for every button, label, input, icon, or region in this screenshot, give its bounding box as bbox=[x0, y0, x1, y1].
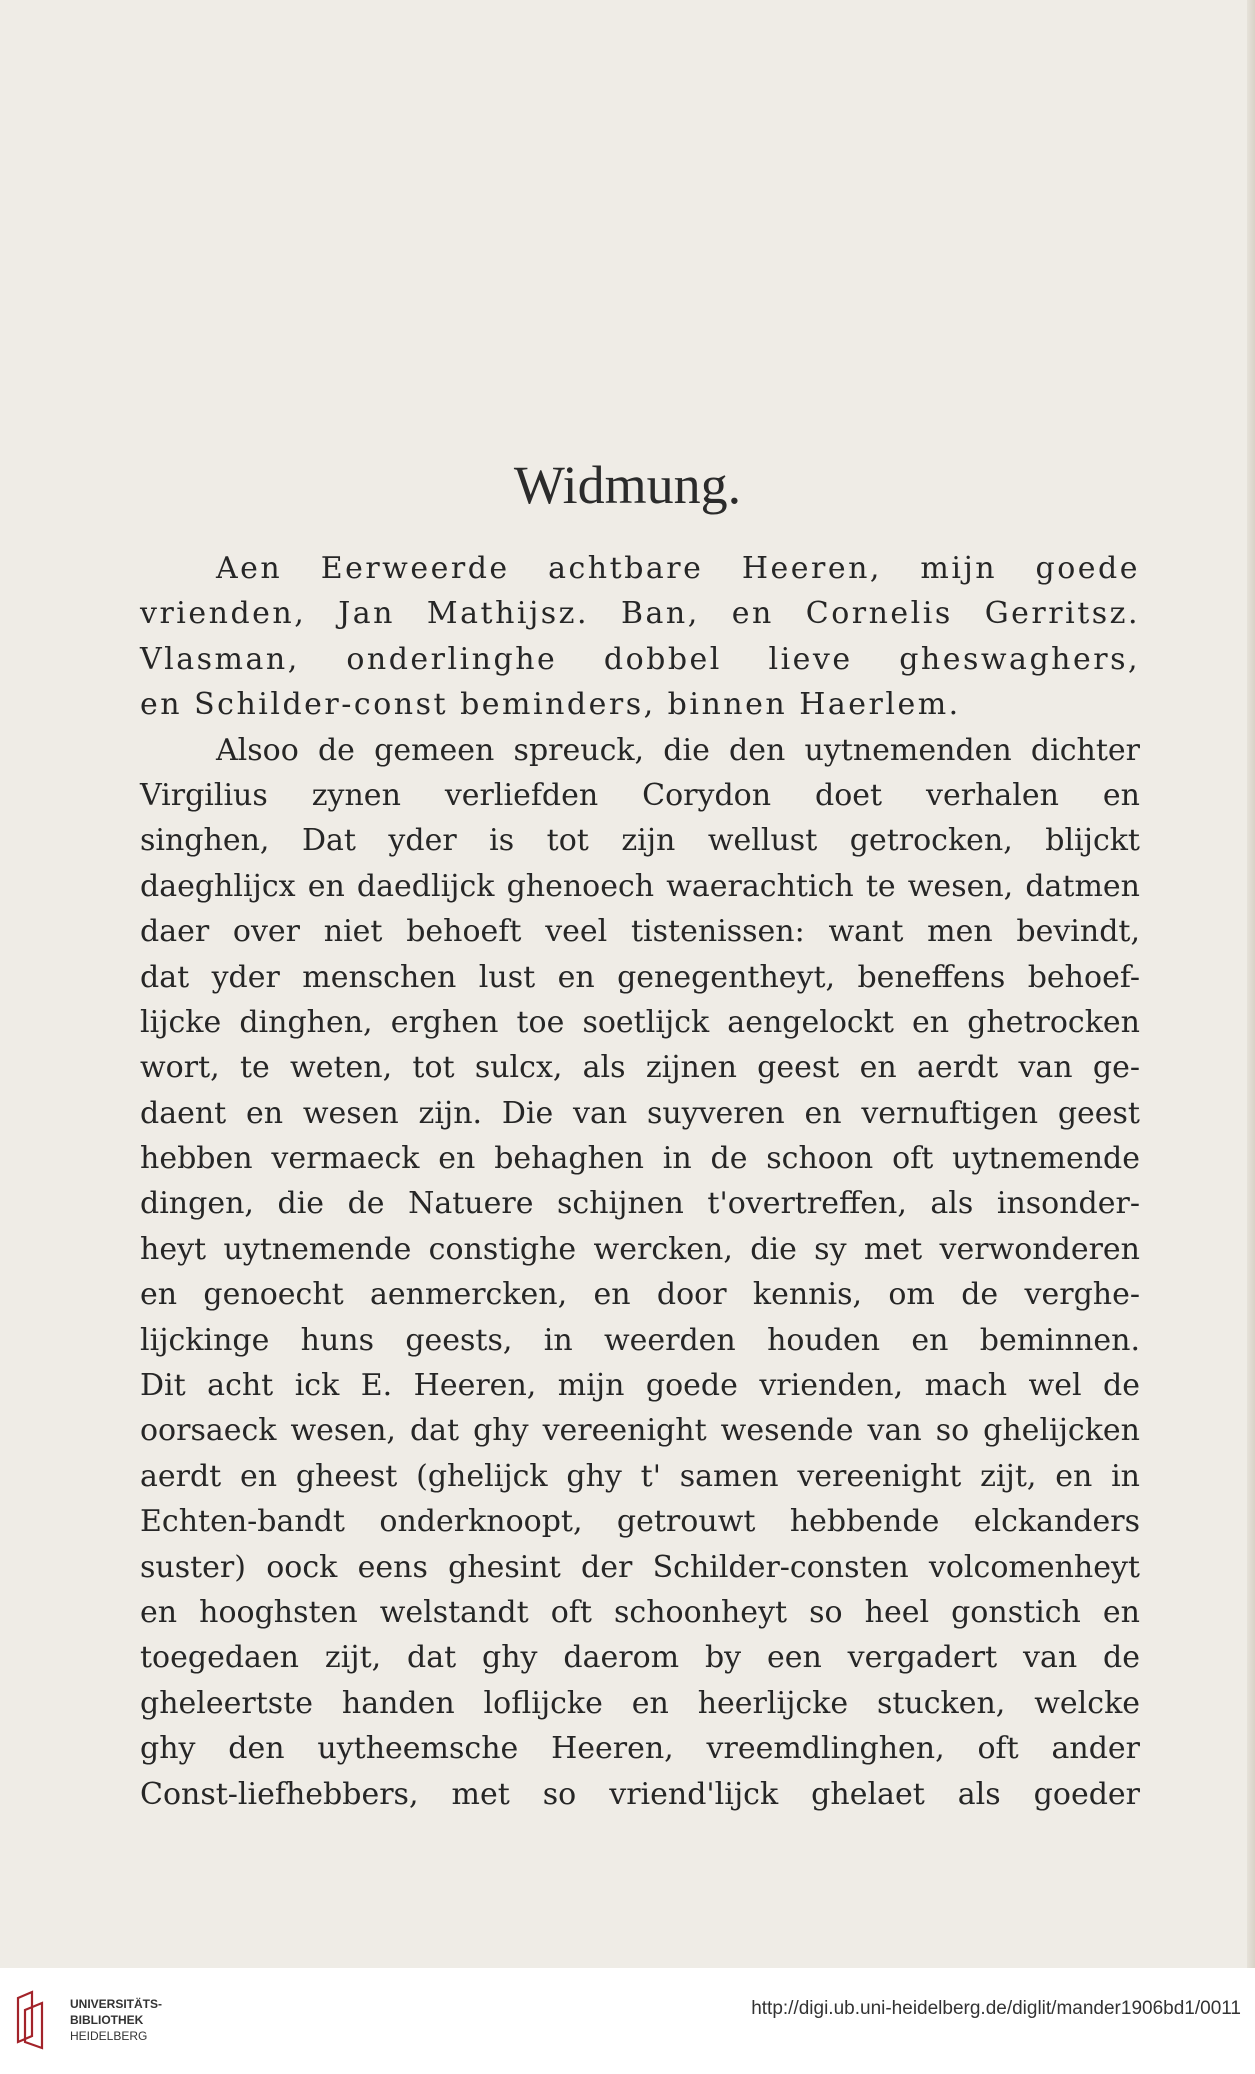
text-line: vrienden, Jan Mathijsz. Ban, en Cornelis Gerritsz. bbox=[140, 596, 1140, 632]
text-line: ghy den uytheemsche Heeren, vreemdlinghen, oft ander bbox=[140, 1731, 1140, 1767]
text-line: Alsoo de gemeen spreuck, die den uytnemenden dichter bbox=[216, 732, 1140, 768]
text-line: oorsaeck wesen, dat ghy vereenight wesende van so ghelijcken bbox=[140, 1413, 1140, 1449]
text-line: Virgilius zynen verliefden Corydon doet verhalen en bbox=[140, 777, 1140, 813]
text-line: hebben vermaeck en behaghen in de schoon oft uytnemende bbox=[140, 1141, 1140, 1177]
text-line: toegedaen zijt, dat ghy daerom by een vergadert van de bbox=[140, 1640, 1140, 1676]
dedication-text bbox=[140, 546, 1140, 1817]
text-line: lijcke dinghen, erghen toe soetlijck aengelockt en ghetrocken bbox=[140, 1004, 1140, 1040]
library-logo-text bbox=[70, 1996, 162, 2044]
text-line: Vlasman, onderlinghe dobbel lieve gheswaghers, bbox=[140, 641, 1140, 677]
text-line: daent en wesen zijn. Die van suyveren en vernuftigen geest bbox=[140, 1095, 1140, 1131]
text-line: aerdt en gheest (ghelijck ghy t' samen vereenight zijt, en in bbox=[140, 1458, 1140, 1494]
text-line: singhen, Dat yder is tot zijn wellust getrocken, blijckt bbox=[140, 823, 1140, 859]
page-title: Widmung. bbox=[513, 455, 742, 515]
text-line: suster) oock eens ghesint der Schilder-consten volcomenheyt bbox=[140, 1549, 1140, 1585]
footer-bar bbox=[0, 1968, 1255, 2074]
page-edge bbox=[1247, 0, 1255, 1968]
text-line: Dit acht ick E. Heeren, mijn goede vrienden, mach wel de bbox=[140, 1368, 1140, 1404]
logo-line: UNIVERSITÄTS- bbox=[70, 1997, 163, 2011]
text-line: heyt uytnemende constighe wercken, die sy met verwonderen bbox=[140, 1231, 1140, 1267]
text-line: Const-liefhebbers, met so vriend'lijck ghelaet als goeder bbox=[140, 1776, 1140, 1812]
permalink-url[interactable]: http://digi.ub.uni-heidelberg.de/diglit/mander1906bd1/0011 bbox=[751, 1998, 1241, 2019]
text-line: daeghlijcx en daedlijck ghenoech waerachtich te wesen, datmen bbox=[140, 868, 1140, 904]
text-line: dat yder menschen lust en genegentheyt, beneffens behoef- bbox=[140, 959, 1140, 995]
text-line: gheleertste handen loflijcke en heerlijcke stucken, welcke bbox=[140, 1685, 1140, 1721]
logo-line: BIBLIOTHEK bbox=[70, 2013, 144, 2027]
text-line: daer over niet behoeft veel tistenissen: want men bevindt, bbox=[140, 914, 1140, 950]
library-logo-icon[interactable] bbox=[12, 1990, 48, 2050]
text-line: wort, te weten, tot sulcx, als zijnen geest en aerdt van ge- bbox=[140, 1050, 1140, 1086]
text-line: Aen Eerweerde achtbare Heeren, mijn goede bbox=[216, 551, 1140, 586]
text-line: en Schilder-const beminders, binnen Haerlem. bbox=[140, 687, 961, 723]
logo-line: HEIDELBERG bbox=[70, 2029, 148, 2043]
text-line: en hooghsten welstandt oft schoonheyt so heel gonstich en bbox=[140, 1594, 1140, 1630]
text-line: Echten-bandt onderknoopt, getrouwt hebbende elckanders bbox=[140, 1504, 1140, 1540]
text-line: en genoecht aenmercken, en door kennis, om de verghe- bbox=[140, 1277, 1140, 1313]
text-line: dingen, die de Natuere schijnen t'overtreffen, als insonder- bbox=[140, 1186, 1140, 1222]
text-line: lijckinge huns geests, in weerden houden en beminnen. bbox=[140, 1322, 1140, 1358]
